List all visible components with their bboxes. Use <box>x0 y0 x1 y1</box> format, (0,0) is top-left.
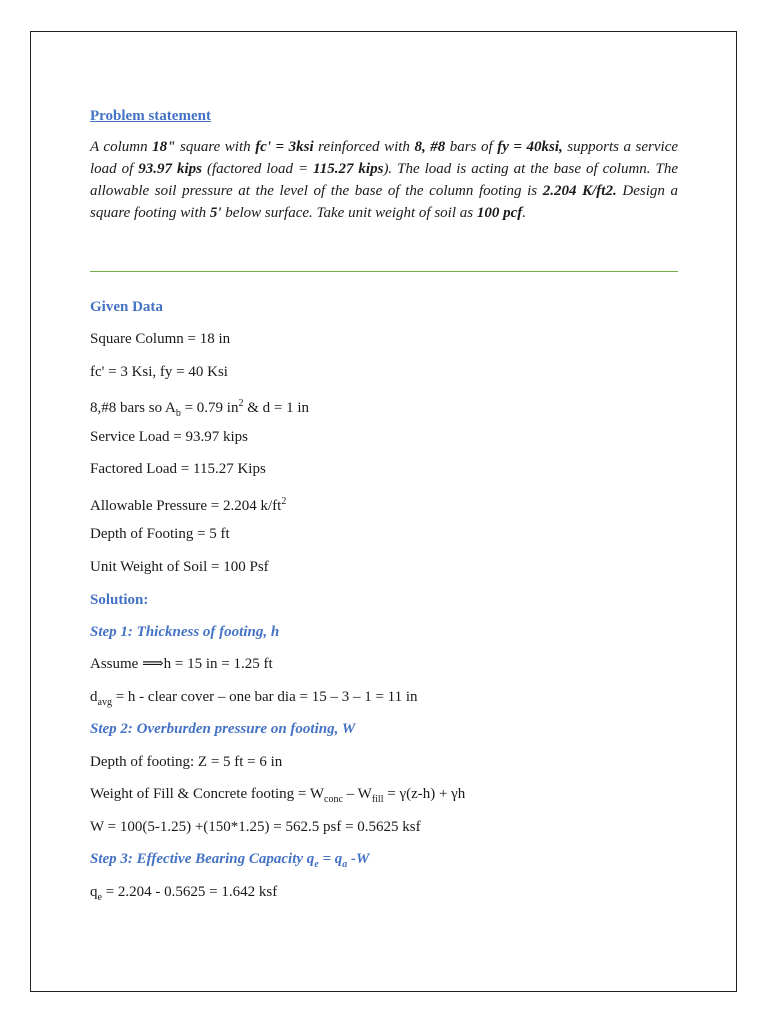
given-service-load: Service Load = 93.97 kips <box>90 429 249 445</box>
given-depth: Depth of Footing = 5 ft <box>90 526 230 542</box>
w-calc-line: W = 100(5-1.25) +(150*1.25) = 562.5 psf = 0.5625 ksf <box>90 819 421 835</box>
given-bars: 8,#8 bars so $A_b = 0.79$ $in^2$ & d = 1 in <box>90 398 310 419</box>
weight-fill-line: Weight of Fill & Concrete footing = $W_{conc} - W_{fill} = \gamma(z-h) + \gamma h$ <box>90 786 466 805</box>
section-divider <box>90 271 678 272</box>
given-allowable-pressure: Allowable Pressure = 2.204 $k/ft^2$ <box>90 496 287 514</box>
problem-statement-heading: Problem statement <box>90 108 211 124</box>
depth-of-footing-line: Depth of footing: Z = 5 ft = 6 in <box>90 754 283 770</box>
problem-text: A column 18" square with fc' = 3ksi reinforced with 8, #8 bars of fy = 40ksi, supports a service load of 93.97 kips (factored load = 115.27 kips). The load is acting at the base of column. The allowable soil pressure at the level of the base of the column footing is 2.204 K/ft2. Design a square footing with 5' below surface. Take unit weight of soil as 100 pcf. <box>90 139 679 221</box>
given-column: Square Column = 18 in <box>90 331 231 347</box>
solution-heading: Solution: <box>90 592 149 608</box>
problem-section <box>90 108 678 224</box>
d-avg-line: $d_{avg} = h$ - clear cover – one bar dia = 15 – 3 – 1 = 11 in <box>90 689 418 708</box>
given-unit-weight: Unit Weight of Soil = 100 Psf <box>90 559 269 575</box>
given-data-heading: Given Data <box>90 299 163 315</box>
qe-calc-line: $q_e = 2.204 - 0.5625 = 1.642$ ksf <box>90 884 278 903</box>
step3-heading: Step 3: Effective Bearing Capacity $q_e = q_a$ -W <box>90 851 370 870</box>
given-factored-load: Factored Load = 115.27 Kips <box>90 461 266 477</box>
step2-heading: Step 2: Overburden pressure on footing, W <box>90 721 356 737</box>
assume-line: Assume ⟹h = 15 in = 1.25 ft <box>90 656 273 672</box>
given-strength: fc' = 3 Ksi, fy = 40 Ksi <box>90 364 228 380</box>
implies-arrow-icon: ⟹ <box>142 656 164 672</box>
step1-heading: Step 1: Thickness of footing, h <box>90 624 280 640</box>
